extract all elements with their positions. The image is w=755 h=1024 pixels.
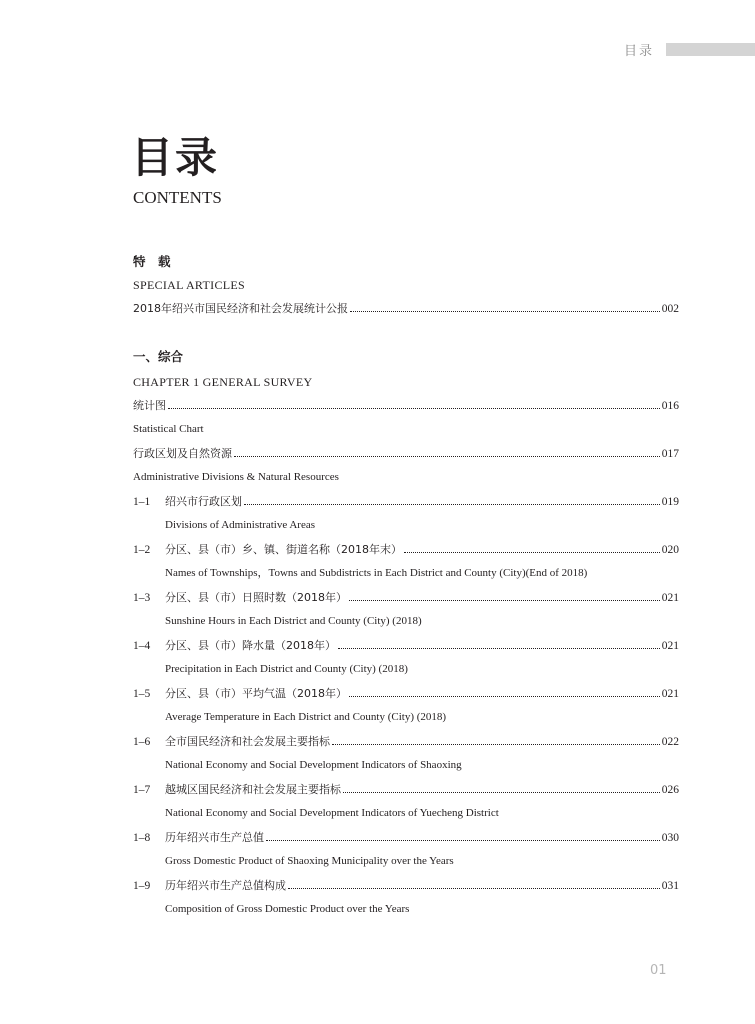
toc-entry-1-1[interactable] bbox=[133, 494, 679, 510]
page-title: 目录 bbox=[131, 133, 220, 182]
toc-entry-special[interactable] bbox=[133, 301, 679, 317]
toc-entry-en: Sunshine Hours in Each District and County (City) (2018) bbox=[165, 615, 422, 627]
toc-entry-1-8[interactable] bbox=[133, 830, 679, 846]
toc-entry-page: 031 bbox=[661, 880, 679, 892]
toc-entry-en: Gross Domestic Product of Shaoxing Municipality over the Years bbox=[165, 855, 454, 867]
leader-dots bbox=[349, 696, 660, 697]
toc-entry-en: National Economy and Social Development Indicators of Yuecheng District bbox=[165, 807, 499, 819]
leader-dots bbox=[332, 744, 660, 745]
toc-entry-page: 016 bbox=[661, 400, 679, 412]
toc-entry-1-4[interactable] bbox=[133, 638, 679, 654]
toc-entry-title: 分区、县（市）乡、镇、街道名称（2018年末） bbox=[165, 543, 402, 556]
toc-entry-page: 017 bbox=[661, 448, 679, 460]
toc-entry-number: 1–9 bbox=[133, 880, 151, 892]
toc-entry-title: 绍兴市行政区划 bbox=[165, 495, 242, 508]
toc-entry-page: 021 bbox=[661, 592, 679, 604]
toc-entry-number: 1–8 bbox=[133, 832, 151, 844]
leader-dots bbox=[168, 408, 660, 409]
toc-entry-title: 分区、县（市）降水量（2018年） bbox=[165, 639, 336, 652]
toc-entry-chart[interactable] bbox=[133, 398, 679, 414]
toc-entry-title: 分区、县（市）平均气温（2018年） bbox=[165, 687, 347, 700]
toc-entry-en: Divisions of Administrative Areas bbox=[165, 519, 316, 531]
toc-entry-number: 1–2 bbox=[133, 544, 151, 556]
toc-entry-number: 1–7 bbox=[133, 784, 151, 796]
page-subtitle: CONTENTS bbox=[133, 188, 222, 207]
toc-entry-page: 002 bbox=[661, 303, 679, 315]
toc-entry-page: 022 bbox=[661, 736, 679, 748]
header-section-label: 目录 bbox=[624, 44, 655, 59]
toc-entry-en: Names of Townships，Towns and Subdistricts in Each District and County (City)(End of 2018) bbox=[165, 567, 588, 579]
toc-entry-title: 全市国民经济和社会发展主要指标 bbox=[165, 735, 330, 748]
toc-entry-1-2[interactable] bbox=[133, 542, 679, 558]
toc-entry-page: 021 bbox=[661, 640, 679, 652]
toc-entry-en: Administrative Divisions & Natural Resources bbox=[133, 471, 339, 483]
toc-entry-1-5[interactable] bbox=[133, 686, 679, 702]
toc-entry-number: 1–6 bbox=[133, 736, 151, 748]
toc-entry-page: 026 bbox=[661, 784, 679, 796]
toc-entry-en: Precipitation in Each District and County (City) (2018) bbox=[165, 663, 408, 675]
toc-entry-1-9[interactable] bbox=[133, 878, 679, 894]
toc-entry-en: Average Temperature in Each District and County (City) (2018) bbox=[165, 711, 447, 723]
toc-entry-title: 2018年绍兴市国民经济和社会发展统计公报 bbox=[133, 302, 348, 315]
toc-entry-1-7[interactable] bbox=[133, 782, 679, 798]
chapter1-heading-cn: 一、综合 bbox=[133, 349, 184, 364]
toc-entry-title: 行政区划及自然资源 bbox=[133, 447, 232, 460]
leader-dots bbox=[338, 648, 660, 649]
leader-dots bbox=[234, 456, 660, 457]
toc-entry-page: 021 bbox=[661, 688, 679, 700]
toc-entry-title: 越城区国民经济和社会发展主要指标 bbox=[165, 783, 341, 796]
toc-entry-1-6[interactable] bbox=[133, 734, 679, 750]
leader-dots bbox=[404, 552, 660, 553]
toc-entry-1-3[interactable] bbox=[133, 590, 679, 606]
toc-entry-admin[interactable] bbox=[133, 446, 679, 462]
toc-entry-number: 1–1 bbox=[133, 496, 151, 508]
special-heading-en: SPECIAL ARTICLES bbox=[133, 278, 245, 292]
leader-dots bbox=[349, 600, 660, 601]
leader-dots bbox=[350, 311, 660, 312]
toc-entry-title: 历年绍兴市生产总值构成 bbox=[165, 879, 286, 892]
toc-entry-title: 统计图 bbox=[133, 399, 166, 412]
toc-entry-title: 历年绍兴市生产总值 bbox=[165, 831, 264, 844]
toc-entry-title: 分区、县（市）日照时数（2018年） bbox=[165, 591, 347, 604]
toc-entry-number: 1–4 bbox=[133, 640, 151, 652]
toc-entry-en: Statistical Chart bbox=[133, 423, 204, 435]
chapter1-heading-en: CHAPTER 1 GENERAL SURVEY bbox=[133, 375, 313, 389]
leader-dots bbox=[343, 792, 660, 793]
toc-entry-number: 1–3 bbox=[133, 592, 151, 604]
toc-entry-page: 030 bbox=[661, 832, 679, 844]
toc-entry-page: 019 bbox=[661, 496, 679, 508]
leader-dots bbox=[266, 840, 660, 841]
leader-dots bbox=[288, 888, 660, 889]
special-heading-cn: 特 载 bbox=[133, 254, 171, 269]
toc-entry-en: Composition of Gross Domestic Product over the Years bbox=[165, 903, 410, 915]
leader-dots bbox=[244, 504, 660, 505]
toc-entry-page: 020 bbox=[661, 544, 679, 556]
header-bar bbox=[666, 43, 755, 56]
toc-entry-number: 1–5 bbox=[133, 688, 151, 700]
toc-entry-en: National Economy and Social Development Indicators of Shaoxing bbox=[165, 759, 462, 771]
footer-page-number: 01 bbox=[650, 963, 667, 978]
